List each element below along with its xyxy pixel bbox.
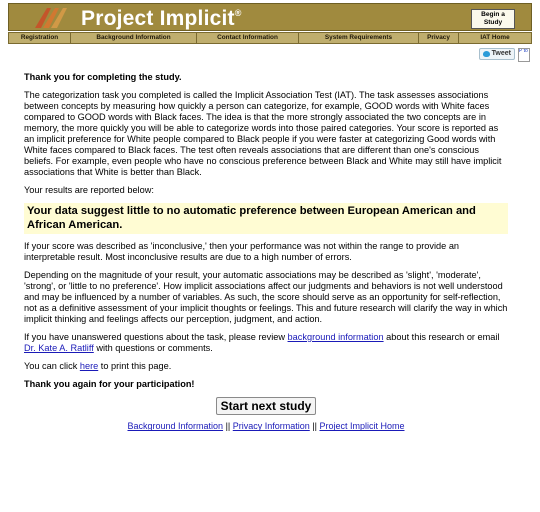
print-link[interactable]: here — [79, 361, 99, 372]
nav-background-information[interactable]: Background Information — [71, 33, 197, 43]
site-header — [8, 3, 532, 31]
project-implicit-logo-icon — [31, 6, 71, 30]
footer-privacy-information-link[interactable]: Privacy Information — [232, 421, 310, 432]
results-intro: Your results are reported below: — [24, 185, 154, 196]
background-information-link[interactable]: background information — [287, 331, 384, 342]
thanks-heading: Thank you for completing the study. — [24, 72, 182, 82]
begin-study-button[interactable]: Begin a Study — [471, 9, 515, 29]
main-content — [24, 72, 508, 432]
nav-bar — [8, 32, 532, 44]
nav-registration[interactable]: Registration — [9, 33, 71, 43]
tweet-button[interactable]: Tweet — [479, 48, 515, 60]
nav-iat-home[interactable]: IAT Home — [480, 34, 510, 41]
questions-paragraph: If you have unanswered questions about the task, please review background information about this research or email Dr. Kate A. Ratliff with questions or comments. — [24, 331, 500, 353]
thanks-again: Thank you again for your participation! — [24, 379, 195, 390]
share-buttons — [479, 48, 530, 61]
footer-links: Background Information || Privacy Information || Project Implicit Home — [127, 421, 405, 432]
nav-privacy[interactable]: Privacy — [419, 33, 459, 43]
twitter-bird-icon — [483, 51, 490, 57]
result-highlight: Your data suggest little to no automatic preference between European American and African American. — [24, 203, 508, 233]
inconclusive-paragraph: If your score was described as 'inconclusive,' then your performance was not within the range to provide an interpretable result. Most inconclusive results are due to a high number of errors. — [24, 240, 460, 262]
magnitude-paragraph: Depending on the magnitude of your result, your automatic associations may be described as 'slight', 'moderate', 'strong', or 'little to no preference'. How implicit associations affect our judgments and behaviors is not well understood and may be influenced by a number of variables. As such, the score should serve as an opportunity for self-reflection, not as a definitive assessment of your implicit thoughts or feelings. This and future research will clarify the way in which implicit thinking and feelings affects our perception, judgment, and action. — [24, 269, 508, 324]
footer-background-information-link[interactable]: Background Information — [127, 421, 224, 432]
footer-project-implicit-home-link[interactable]: Project Implicit Home — [319, 421, 405, 432]
nav-contact-information[interactable]: Contact Information — [197, 33, 299, 43]
pinterest-broken-image[interactable]: P to — [518, 48, 530, 62]
email-ratliff-link[interactable]: Dr. Kate A. Ratliff — [24, 343, 94, 353]
print-paragraph: You can click here to print this page. — [24, 361, 172, 372]
start-button-wrap — [24, 397, 508, 415]
intro-paragraph: The categorization task you completed is called the Implicit Association Test (IAT). The task assesses associations between concepts by measuring how quickly a person can categorize, for example, GOOD words with White faces compared to GOOD words with Black faces. The idea is that the more strongly associated the two concepts are in memory, the more quickly you will be able to categorize words into those paired categories. Your score is reported as an implicit preference for White people compared to Black people if you were faster at categorizing Good words with White faces compared to Black faces. The test often reveals associations that are different than one's conscious beliefs. For example, even people who have no conscious preference between Black and White may still have implicit associations that White is better than Black. — [24, 90, 502, 178]
brand-title: Project Implicit® — [81, 7, 242, 30]
nav-system-requirements[interactable]: System Requirements — [299, 33, 419, 43]
start-next-study-button[interactable]: Start next study — [216, 397, 317, 415]
